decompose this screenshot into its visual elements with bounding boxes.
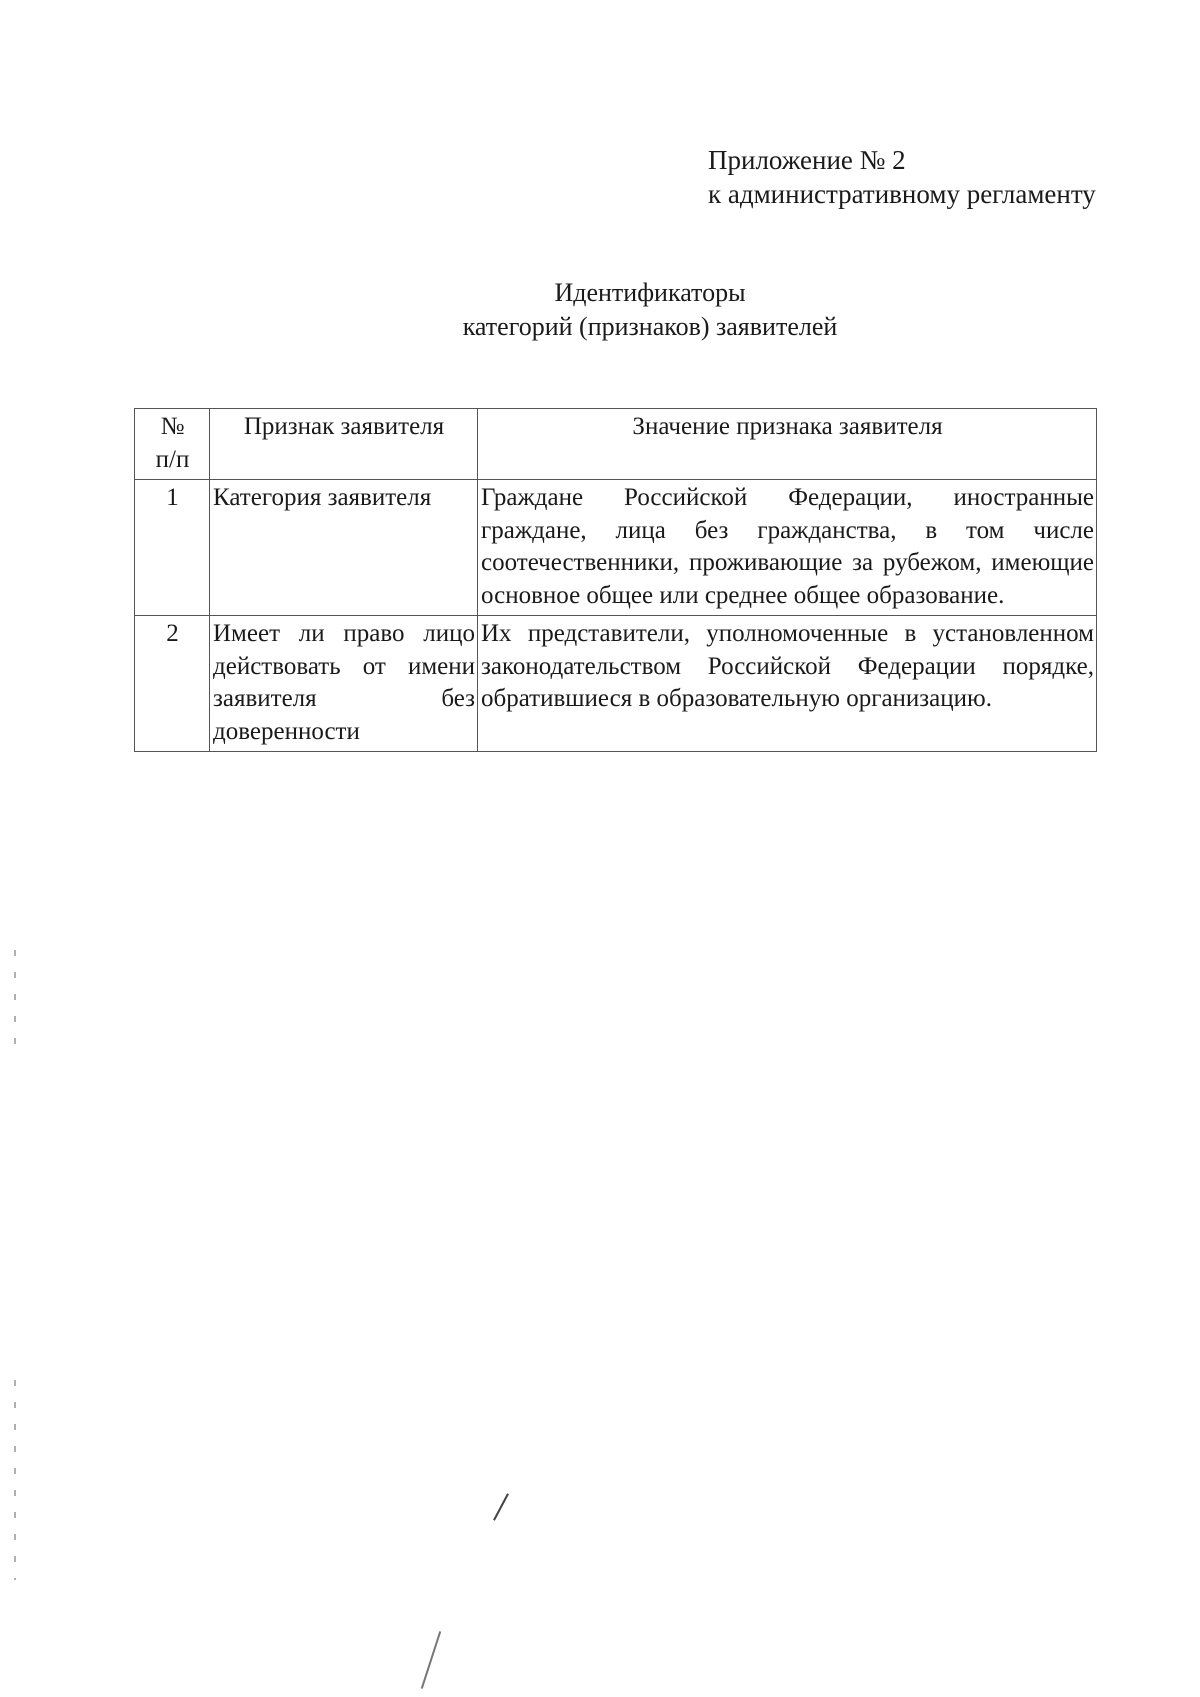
identifiers-table [134, 408, 1097, 752]
header-sign: Признак заявителя [210, 409, 478, 480]
table-row [135, 480, 1097, 616]
appendix-reference [708, 143, 1096, 211]
row-number: 1 [135, 480, 210, 616]
title-line-2: категорий (признаков) заявителей [462, 312, 838, 341]
row-value: Их представители, уполномоченные в установленном законодательством Российской Федерации порядке, обратившиеся в образовательную организацию. [478, 616, 1097, 752]
appendix-regulation: к административному регламенту [708, 179, 1096, 209]
scan-mark [421, 1631, 441, 1689]
scan-mark [493, 1493, 509, 1520]
row-sign: Имеет ли право лицо действовать от имени заявителя без доверенности [210, 616, 478, 752]
title-line-1: Идентификаторы [554, 278, 746, 307]
appendix-number: Приложение № 2 [708, 145, 906, 175]
header-number-abbr: п/п [155, 445, 190, 473]
table-row [135, 616, 1097, 752]
scan-edge-mark [14, 1380, 16, 1580]
table-header-row [135, 409, 1097, 480]
row-number: 2 [135, 616, 210, 752]
row-sign: Категория заявителя [210, 480, 478, 616]
row-value: Граждане Российской Федерации, иностранные граждане, лица без гражданства, в том числе соотечественники, проживающие за рубежом, имеющие основное общее или среднее общее образование. [478, 480, 1097, 616]
header-number [135, 409, 210, 480]
document-title [0, 276, 1200, 344]
header-number-sign: № [160, 413, 185, 440]
scan-edge-mark [14, 950, 16, 1050]
header-value: Значение признака заявителя [478, 409, 1097, 480]
